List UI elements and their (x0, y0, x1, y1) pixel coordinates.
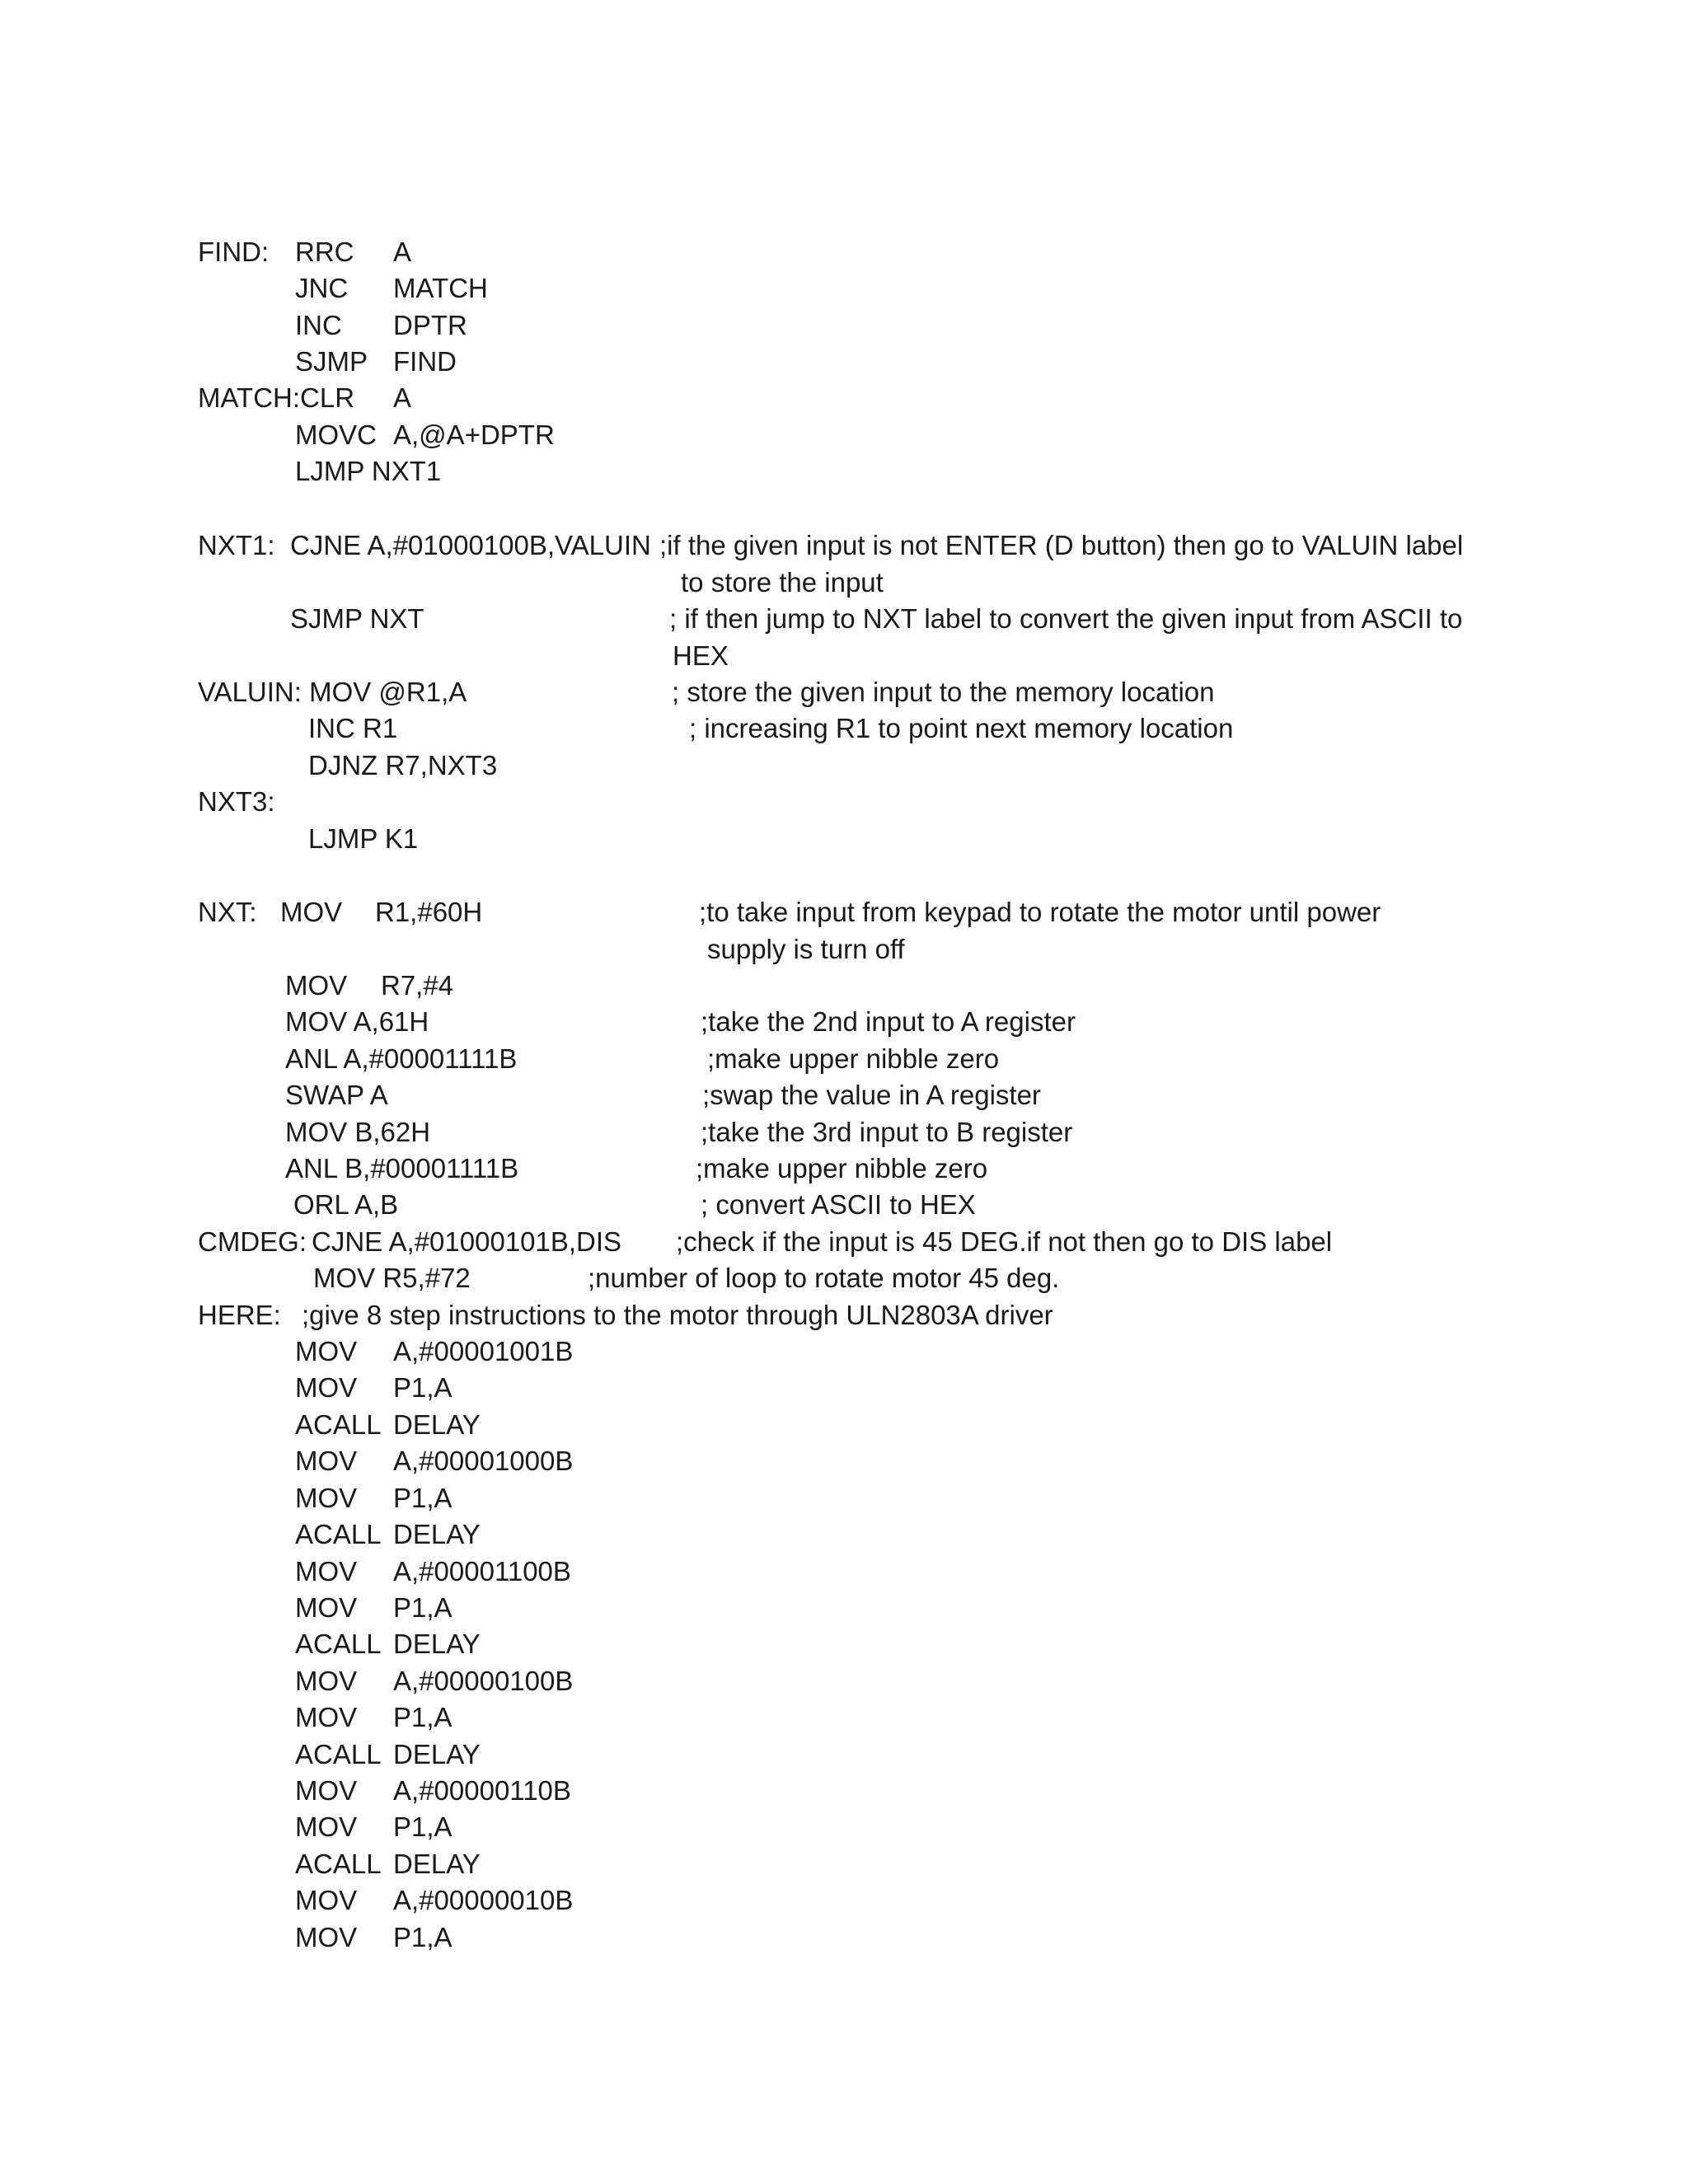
code-line (0, 1480, 1688, 1516)
code-mnemonic: ACALL (295, 1409, 382, 1440)
code-line (0, 710, 1688, 747)
code-mnemonic: MOV (295, 1372, 358, 1403)
code-line (0, 1626, 1688, 1662)
code-comment: ;make upper nibble zero (707, 1043, 1000, 1074)
code-operand: R7,#4 (381, 970, 454, 1001)
code-mnemonic: MOV (295, 1592, 358, 1623)
code-line (0, 748, 1688, 784)
code-mnemonic: MOVC (295, 419, 377, 450)
code-operand: P1,A (393, 1372, 452, 1403)
code-line (0, 1590, 1688, 1626)
code-line (0, 1041, 1688, 1077)
code-line (0, 1297, 1688, 1333)
code-mnemonic: MOV (295, 1775, 358, 1806)
code-line (0, 1736, 1688, 1773)
code-label: CMDEG: (198, 1226, 307, 1257)
code-comment: ; store the given input to the memory location (672, 677, 1215, 707)
code-comment: ;take the 2nd input to A register (701, 1006, 1076, 1037)
code-label: VALUIN: MOV @R1,A (198, 677, 467, 707)
code-line (0, 1187, 1688, 1223)
code-mnemonic: MOV (295, 1483, 358, 1513)
code-comment: ;check if the input is 45 DEG.if not then go to DIS label (676, 1226, 1333, 1257)
code-line (0, 1773, 1688, 1809)
code-mnemonic: MOV (295, 1702, 358, 1732)
code-mnemonic: ACALL (295, 1629, 382, 1659)
code-line (0, 968, 1688, 1004)
code-operand: DPTR (393, 310, 467, 340)
code-label: FIND: (198, 237, 270, 267)
code-operand: FIND (393, 346, 457, 377)
code-line (0, 821, 1688, 857)
code-mnemonic: ACALL (295, 1849, 382, 1879)
code-comment: ; increasing R1 to point next memory location (689, 713, 1234, 743)
code-line (0, 1443, 1688, 1479)
code-mnemonic: ANL B,#00001111B (285, 1153, 519, 1183)
code-mnemonic: INC (295, 310, 342, 340)
code-operand: DELAY (393, 1519, 481, 1549)
code-line (0, 1554, 1688, 1590)
code-line (0, 527, 1688, 564)
code-mnemonic: SJMP (295, 346, 368, 377)
code-line (0, 601, 1688, 637)
code-mnemonic: ORL A,B (293, 1189, 399, 1220)
code-line (0, 1663, 1688, 1699)
code-operand: MATCH (393, 273, 488, 303)
code-comment: ;if the given input is not ENTER (D button) then go to VALUIN label (659, 530, 1464, 560)
code-comment: ;number of loop to rotate motor 45 deg. (588, 1263, 1060, 1293)
code-line (0, 674, 1688, 710)
code-mnemonic: JNC (295, 273, 349, 303)
code-comment: ; convert ASCII to HEX (701, 1189, 976, 1220)
code-label: HERE: (198, 1300, 281, 1330)
code-line (0, 565, 1688, 601)
code-line (0, 1260, 1688, 1296)
code-comment: ;swap the value in A register (702, 1080, 1041, 1110)
code-mnemonic: SJMP NXT (290, 603, 424, 634)
code-comment: supply is turn off (707, 934, 905, 964)
code-mnemonic: DJNZ R7,NXT3 (308, 750, 498, 780)
code-comment: ;to take input from keypad to rotate the motor until power (699, 897, 1381, 927)
code-line (0, 270, 1688, 307)
code-line (0, 1004, 1688, 1040)
code-line (0, 894, 1688, 930)
code-comment: HEX (673, 640, 729, 671)
code-mnemonic: RRC (295, 237, 354, 267)
code-operand: DELAY (393, 1849, 481, 1879)
code-comment: ;make upper nibble zero (696, 1153, 988, 1183)
code-mnemonic: MOV (295, 1666, 358, 1696)
code-mnemonic: ACALL (295, 1739, 382, 1769)
code-mnemonic: MOV (295, 1811, 358, 1842)
code-line (0, 344, 1688, 380)
code-line (0, 931, 1688, 968)
code-mnemonic: LJMP K1 (308, 823, 419, 854)
code-line (0, 453, 1688, 490)
code-comment: to store the input (681, 567, 884, 598)
code-comment: ;take the 3rd input to B register (701, 1117, 1073, 1147)
code-line (0, 1846, 1688, 1882)
code-comment: ;give 8 step instructions to the motor through ULN2803A driver (302, 1300, 1053, 1330)
code-mnemonic: MOV B,62H (285, 1117, 431, 1147)
code-operand: A,#00000010B (393, 1885, 574, 1915)
code-operand: P1,A (393, 1922, 452, 1952)
code-line (0, 417, 1688, 453)
code-mnemonic: MOV (280, 897, 343, 927)
code-line (0, 1077, 1688, 1113)
code-mnemonic: CJNE A,#01000100B,VALUIN (290, 530, 651, 560)
code-line (0, 1809, 1688, 1845)
code-mnemonic: INC R1 (308, 713, 398, 743)
code-label: NXT: (198, 897, 257, 927)
code-operand: DELAY (393, 1629, 481, 1659)
code-line (0, 380, 1688, 416)
code-label: MATCH:CLR (198, 382, 355, 413)
code-line (0, 1407, 1688, 1443)
code-mnemonic: CJNE A,#01000101B,DIS (312, 1226, 622, 1257)
code-operand: P1,A (393, 1811, 452, 1842)
code-mnemonic: MOV A,61H (285, 1006, 429, 1037)
code-comment: ; if then jump to NXT label to convert the given input from ASCII to (669, 603, 1463, 634)
code-line (0, 638, 1688, 674)
code-line (0, 1151, 1688, 1187)
code-mnemonic: MOV (295, 1885, 358, 1915)
code-operand: A,#00000110B (393, 1775, 571, 1806)
code-operand: A,#00001100B (393, 1556, 571, 1586)
code-label: NXT3: (198, 786, 275, 817)
code-operand: A (393, 237, 412, 267)
code-operand: A,@A+DPTR (393, 419, 555, 450)
code-mnemonic: LJMP NXT1 (295, 456, 442, 486)
code-label: NXT1: (198, 530, 275, 560)
code-operand: A (393, 382, 412, 413)
code-line (0, 1516, 1688, 1553)
code-operand: DELAY (393, 1409, 481, 1440)
code-line (0, 234, 1688, 270)
code-operand: P1,A (393, 1592, 452, 1623)
code-mnemonic: MOV (295, 1556, 358, 1586)
code-line (0, 1114, 1688, 1151)
code-line (0, 1919, 1688, 1956)
code-line (0, 1333, 1688, 1370)
code-mnemonic: MOV (285, 970, 348, 1001)
code-mnemonic: MOV R5,#72 (313, 1263, 471, 1293)
code-mnemonic: MOV (295, 1336, 358, 1366)
code-operand: DELAY (393, 1739, 481, 1769)
code-mnemonic: ACALL (295, 1519, 382, 1549)
code-mnemonic: SWAP A (285, 1080, 388, 1110)
code-line (0, 784, 1688, 820)
code-operand: A,#00000100B (393, 1666, 574, 1696)
code-operand: A,#00001000B (393, 1446, 574, 1476)
code-operand: A,#00001001B (393, 1336, 574, 1366)
code-mnemonic: ANL A,#00001111B (285, 1043, 518, 1074)
code-line (0, 1882, 1688, 1919)
code-operand: P1,A (393, 1483, 452, 1513)
code-line (0, 1370, 1688, 1406)
code-line (0, 1699, 1688, 1736)
code-mnemonic: MOV (295, 1446, 358, 1476)
code-operand: P1,A (393, 1702, 452, 1732)
code-line (0, 1224, 1688, 1260)
code-line (0, 307, 1688, 344)
code-mnemonic: MOV (295, 1922, 358, 1952)
code-operand: R1,#60H (375, 897, 483, 927)
